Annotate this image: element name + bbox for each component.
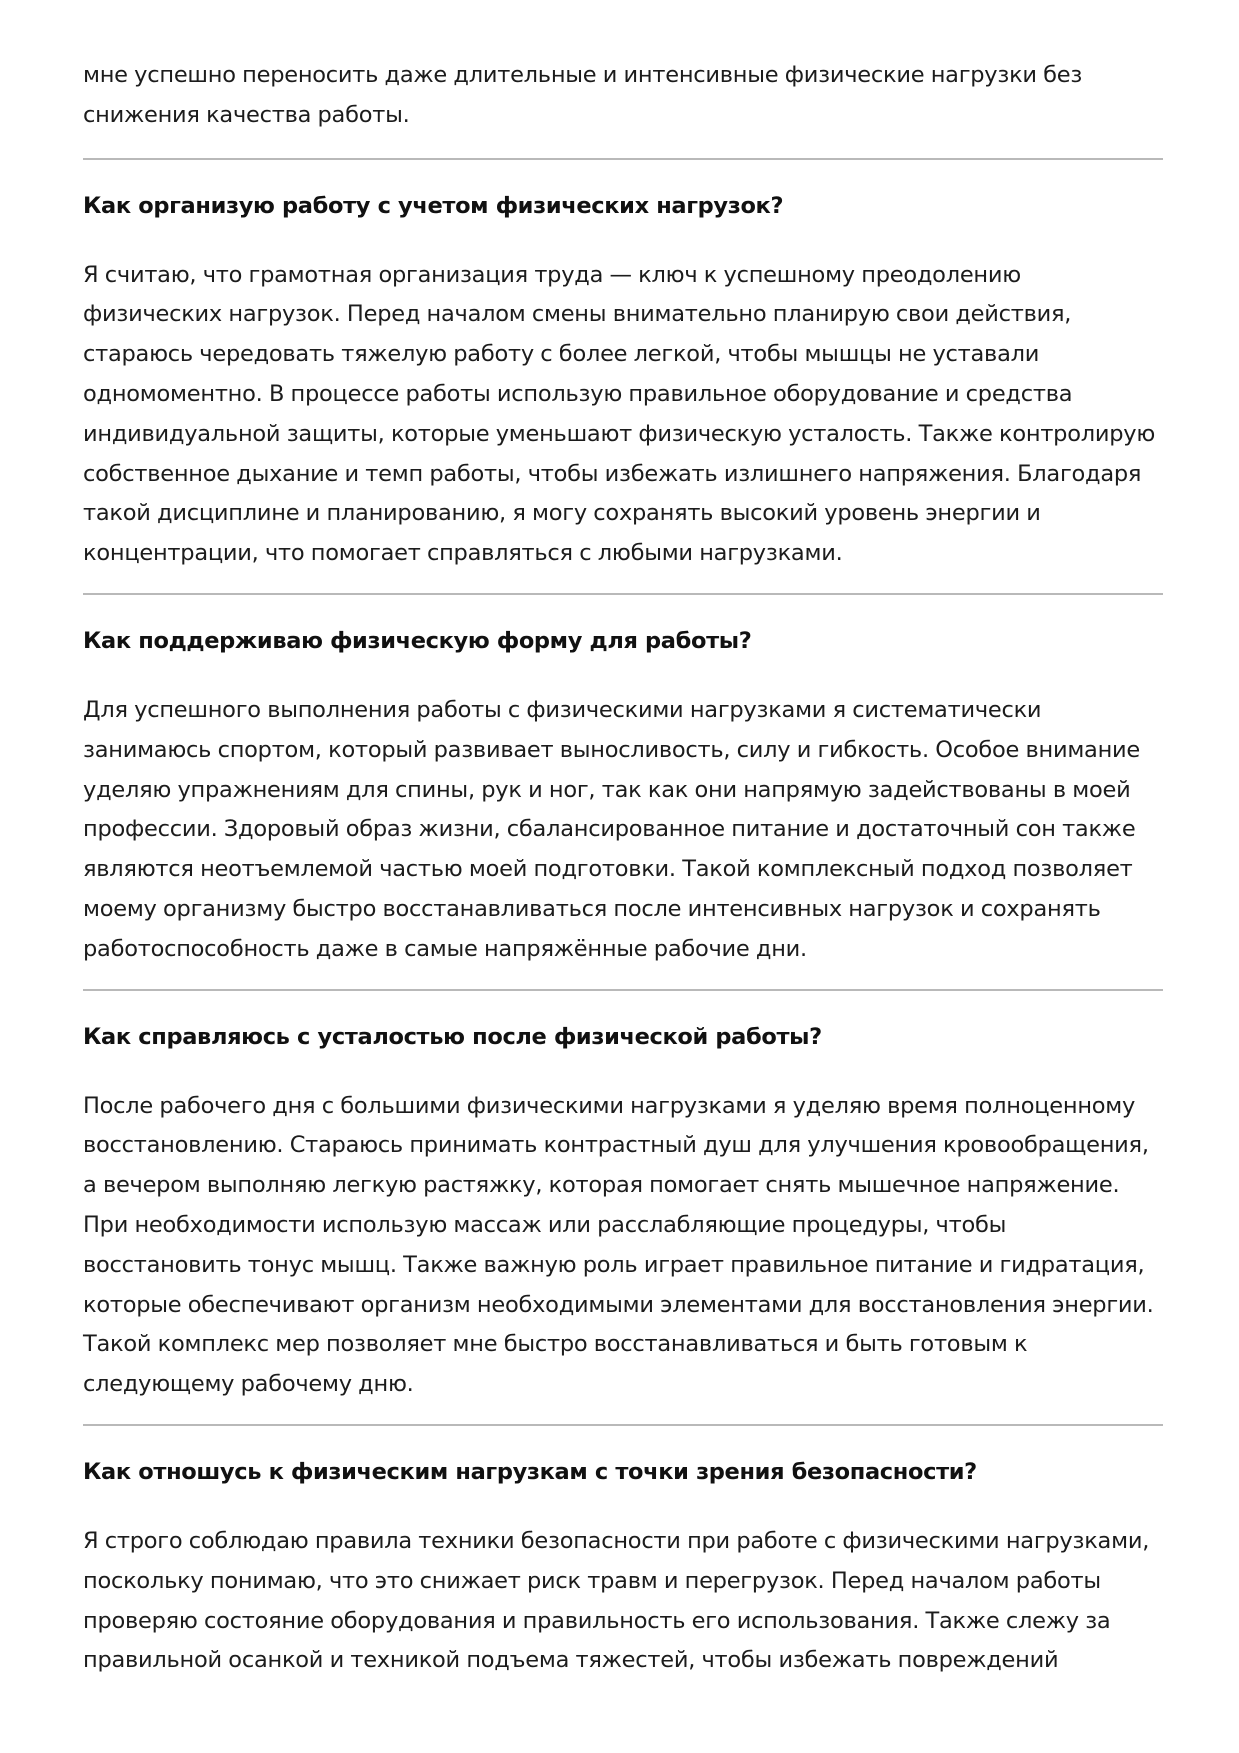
section-divider — [83, 593, 1163, 595]
lead-paragraph: мне успешно переносить даже длительные и интенсивные физические нагрузки без снижения качества работы. — [83, 62, 1083, 128]
section-answer: Я строго соблюдаю правила техники безопасности при работе с физическими нагрузками, поскольку понимаю, что это снижает риск травм и перегрузок. Перед началом работы проверяю состояние оборудования и правильность его использования. Также слежу за правильной осанкой и техникой подъема тяжестей, чтобы избежать повреждений — [83, 1527, 1150, 1674]
faq-section-2 — [83, 593, 1163, 970]
section-question: Как отношусь к физическим нагрузкам с точки зрения безопасности? — [83, 1458, 977, 1485]
section-question: Как поддерживаю физическую форму для работы? — [83, 627, 752, 654]
faq-section-4 — [83, 1424, 1163, 1681]
section-divider — [83, 989, 1163, 991]
section-answer: Для успешного выполнения работы с физическими нагрузками я систематически занимаюсь спортом, который развивает выносливость, силу и гибкость. Особое внимание уделяю упражнениям для спины, рук и ног, так как они напрямую задействованы в моей профессии. Здоровый образ жизни, сбалансированное питание и достаточный сон также являются неотъемлемой частью моей подготовки. Такой комплексный подход позволяет моему организму быстро восстанавливаться после интенсивных нагрузок и сохранять работоспособность даже в самые напряжённые рабочие дни. — [83, 696, 1141, 962]
faq-section-3 — [83, 989, 1163, 1405]
section-answer: После рабочего дня с большими физическими нагрузками я уделяю время полноценному восстановлению. Стараюсь принимать контрастный душ для улучшения кровообращения, а вечером выполняю легкую растяжку, которая помогает снять мышечное напряжение. При необходимости использую массаж или расслабляющие процедуры, чтобы восстановить тонус мышц. Также важную роль играет правильное питание и гидратация, которые обеспечивают организм необходимыми элементами для восстановления энергии. Такой комплекс мер позволяет мне быстро восстанавливаться и быть готовым к следующему рабочему дню. — [83, 1092, 1154, 1398]
section-question: Как организую работу с учетом физических нагрузок? — [83, 192, 784, 219]
section-divider — [83, 1424, 1163, 1426]
document-page — [83, 56, 1163, 1700]
faq-section-1 — [83, 158, 1163, 574]
section-answer: Я считаю, что грамотная организация труда — ключ к успешному преодолению физических нагрузок. Перед началом смены внимательно планирую свои действия, стараюсь чередовать тяжелую работу с более легкой, чтобы мышцы не уставали одномоментно. В процессе работы использую правильное оборудование и средства индивидуальной защиты, которые уменьшают физическую усталость. Также контролирую собственное дыхание и темп работы, чтобы избежать излишнего напряжения. Благодаря такой дисциплине и планированию, я могу сохранять высокий уровень энергии и концентрации, что помогает справляться с любыми нагрузками. — [83, 261, 1156, 567]
section-divider — [83, 158, 1163, 160]
section-question: Как справляюсь с усталостью после физической работы? — [83, 1023, 822, 1050]
